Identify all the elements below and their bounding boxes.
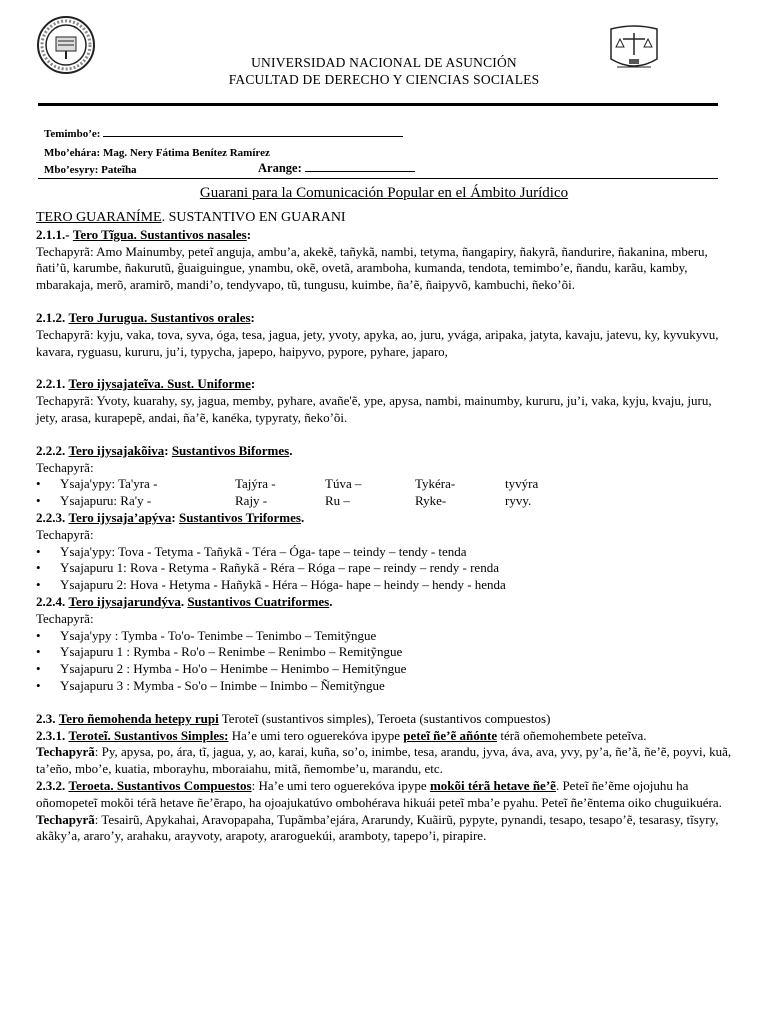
list-item: • Ysajapuru 2: Hova - Hetyma - Hañykã - Héra – Hóga- hape – heindy – hendy - henda: [36, 577, 736, 594]
biformes-list: [36, 476, 736, 510]
heading-2-2-4: 2.2.4. Tero ijysajarundýva. Sustantivos Cuatriformes.: [36, 593, 333, 609]
examples-intro: Techapyrã:: [36, 610, 94, 626]
section-field: [258, 161, 415, 175]
paragraph-2-1-1: Techapyrã: Amo Mainumby, peteĩ anguja, ambu’a, akekẽ, tañykã, nambi, tetyma, ñangapiry, ñakyrã, ñandurire, ñakanina, mberu, ñati’ũ, karumbe, ñakurutũ, g̃uaiguingue, ynambu, okẽ, ovetã, aramboha, kumanda, tendota, temimbo’e, ñandu, karãu, kamby, mbarakaja, merõ, aramirõ, mandi’o, tendyvapo, tũ, tungusu, kuimbe, ña’ẽ, ñaipyvõ, kambuchi, ñeko’õi.: [36, 243, 708, 293]
heading-title: Tero ijysaja’apýva: [68, 509, 172, 525]
heading-number: 2.1.1.-: [36, 226, 70, 242]
cuatriformes-list: [36, 628, 736, 695]
heading-title: Tero ijysajarundýva: [68, 593, 181, 609]
heading-title-spanish: Sustantivos Biformes: [171, 442, 290, 458]
subject-label: Mbo’esyry: Pateĩha: [44, 164, 137, 176]
section-blank: [305, 171, 415, 172]
teacher-line: Mbo’ehára: Mag. Nery Fátima Benítez Ramírez: [44, 147, 270, 159]
heading-number: 2.2.2.: [36, 442, 66, 458]
examples-intro: Techapyrã:: [36, 526, 94, 542]
course-title: Guarani para la Comunicación Popular en el Ámbito Jurídico: [199, 185, 569, 201]
list-item: [36, 476, 736, 493]
text-span: : Py, apysa, po, ára, tĩ, jagua, y, ao, karai, kuña, so’o, inimbe, tesa, arandu, jyva, áva, ava, yvy, py’a, ñe’ã, ñe’ẽ, poyvi, kuã, ta’eño, mbo’e, kuatia, mborayhu, mboraiahu, mitã, ñemombe’u, marandu, etc.: [36, 744, 732, 777]
text-span: Ha’e umi tero oguerekóva ipype: [228, 727, 404, 743]
cell: Ryke-: [415, 493, 447, 509]
heading-title-spanish: Sustantivos Cuatriformes: [187, 593, 330, 609]
cell: Ysajapuru: Ra'y -: [60, 493, 152, 509]
faculty-name: FACULTAD DE DERECHO Y CIENCIAS SOCIALES: [228, 72, 540, 87]
cell: Tajýra -: [235, 476, 276, 492]
heading-number: 2.2.1.: [36, 376, 66, 392]
paragraph-2-3-1: [36, 728, 736, 745]
university-name: UNIVERSIDAD NACIONAL DE ASUNCIÓN: [251, 55, 517, 70]
institution-header: [0, 54, 768, 88]
heading-number: 2.3.1.: [36, 727, 66, 743]
text-span: . Peteĩ ñe’ẽme ojojuhu ha oñomopeteĩ mokõi térã hetave ñe’ẽrapo, ha ojoajukatúvo ombohérava hikuái peteĩ mba’e pyahu. Peteĩ ñe’ẽntema oiko chuguikuéra.: [36, 777, 722, 810]
student-blank: [103, 136, 403, 137]
list-item: • Ysajapuru 3 : Mymba - So'o – Inimbe – Inimbo – Ñemitỹngue: [36, 678, 736, 695]
cell: Túva –: [325, 476, 362, 492]
text-span: : Tesairũ, Apykahai, Aravopapaha, Tupãmba’ejára, Ararundy, Kuãirũ, pypyte, pynandi, tesapo, tesapo’ẽ, tesarasy, tĩsyry, akãky’a, araro’y, arahaku, arayvoty, arapoty, araroguekúi, aramboty, tapepo’i, pirapire.: [36, 811, 719, 844]
heading-title: Tero ijysajateĩva. Sust. Uniforme: [68, 376, 251, 392]
heading-number: 2.3.2.: [36, 777, 66, 793]
examples-2-3-2: [36, 812, 736, 846]
list-item: • Ysaja'ypy : Tymba - To'o- Tenimbe – Tenimbo – Temitỹngue: [36, 628, 736, 645]
meta-divider: [38, 178, 718, 179]
header-divider: [38, 103, 718, 106]
heading-number: 2.3.: [36, 710, 56, 726]
text-span: : Ha’e umi tero oguerekóva ipype: [251, 777, 430, 793]
examples-2-3-1: [36, 744, 736, 778]
cell: ryvy.: [505, 493, 532, 509]
document-body: [36, 210, 736, 845]
subject-line: [44, 163, 137, 177]
heading-title: Tero Tĩgua. Sustantivos nasales: [72, 226, 247, 242]
heading-number: 2.1.2.: [36, 309, 66, 325]
list-item: • Ysajapuru 1 : Rymba - Ro'o – Renimbe – Renimbo – Remitỹngue: [36, 644, 736, 661]
list-item: • Ysajapuru 1: Rova - Retyma - Rañykã - Réra – Róga – rape – reindy – rendy - renda: [36, 560, 736, 577]
paragraph-2-1-2: Techapyrã: kyju, vaka, tova, syva, óga, tesa, jagua, jety, yvoty, apyka, ao, juru, yvága, aripaka, jatyta, kavaju, jatevu, ky, kyvukyvu, kavara, ryguasu, kururu, ju’i, typycha, japepo, haipyvo, pypore, pyhare, japaro,: [36, 326, 719, 359]
examples-label: Techapyrã: [36, 811, 95, 827]
heading-number: 2.2.3.: [36, 509, 66, 525]
triformes-list: [36, 544, 736, 594]
cell: Ysaja'ypy: Ta'yra -: [60, 476, 158, 492]
heading-title: Tero Jurugua. Sustantivos orales: [68, 309, 251, 325]
heading-2-2-2: 2.2.2. Tero ijysajakõiva: Sustantivos Biformes.: [36, 442, 293, 458]
heading-2-1-2: 2.1.2. Tero Jurugua. Sustantivos orales:: [36, 309, 255, 325]
examples-label: Techapyrã: [36, 744, 95, 760]
paragraph-2-3-2: [36, 778, 736, 812]
heading-title: Teroteĩ. Sustantivos Simples:: [68, 727, 229, 743]
heading-title: Teroeta. Sustantivos Compuestos: [68, 777, 252, 793]
cell: Tykéra-: [415, 476, 456, 492]
emphasis: mokõi térã hetave ñe’ẽ: [429, 777, 556, 793]
list-item: • Ysaja'ypy: Tova - Tetyma - Tañykã - Téra – Óga- tape – teindy – tendy - tenda: [36, 544, 736, 561]
section-title: [36, 210, 736, 227]
examples-intro: Techapyrã:: [36, 459, 94, 475]
cell: Rajy -: [235, 493, 268, 509]
text-span: térã oñemohembete peteĩva.: [497, 727, 647, 743]
section-label: Arange:: [258, 161, 302, 175]
student-label: Temimbo’e:: [44, 128, 101, 140]
heading-number: 2.2.4.: [36, 593, 66, 609]
heading-2-1-1: 2.1.1.- Tero Tĩgua. Sustantivos nasales:: [36, 226, 252, 242]
emphasis: peteĩ ñe’ẽ añónte: [403, 727, 498, 743]
heading-2-2-1: 2.2.1. Tero ijysajateĩva. Sust. Uniforme:: [36, 376, 256, 392]
section-title-spanish: . SUSTANTIVO EN GUARANI: [161, 210, 346, 225]
cell: tyvýra: [505, 476, 539, 492]
student-field: [44, 127, 403, 141]
heading-title: Tero ijysajakõiva: [68, 442, 165, 458]
heading-2-2-3: 2.2.3. Tero ijysaja’apýva: Sustantivos Triformes.: [36, 509, 305, 525]
list-item: [36, 493, 736, 510]
heading-title: Tero ñemohenda hetepy rupi: [58, 710, 219, 726]
heading-title-spanish: Sustantivos Triformes: [179, 509, 301, 525]
heading-2-3: [36, 711, 736, 728]
section-title-guarani: TERO GUARANÍME: [36, 210, 162, 225]
cell: Ru –: [325, 493, 350, 509]
heading-rest: Teroteĩ (sustantivos simples), Teroeta (sustantivos compuestos): [218, 710, 551, 726]
list-item: • Ysajapuru 2 : Hymba - Ho'o – Henimbe – Henimbo – Hemitỹngue: [36, 661, 736, 678]
paragraph-2-2-1: Techapyrã: Yvoty, kuarahy, sy, jagua, memby, pyhare, avañe'ẽ, ype, apysa, nambi, mainumby, kururu, ju’i, vaka, kyju, kvaju, juru, jety, arasa, kurapepẽ, andai, ña’ẽ, kanéka, typyraty, ñeko’õi.: [36, 393, 712, 425]
